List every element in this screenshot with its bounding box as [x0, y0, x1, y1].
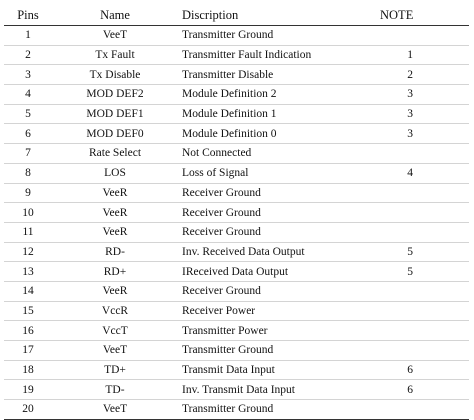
pin-cell: 16: [4, 321, 52, 341]
note-cell: 1: [366, 45, 469, 65]
header-description: Discription: [178, 5, 366, 26]
note-cell: [366, 203, 469, 223]
table-row: [4, 301, 469, 321]
header-note: NOTE: [366, 5, 469, 26]
pin-cell: 15: [4, 301, 52, 321]
name-cell: VeeT: [52, 26, 178, 46]
table-row: [4, 203, 469, 223]
name-cell: TD-: [52, 380, 178, 400]
pin-definition-table: [4, 5, 469, 420]
note-cell: 4: [366, 163, 469, 183]
pin-cell: 18: [4, 360, 52, 380]
note-cell: [366, 144, 469, 164]
description-cell: Transmitter Fault Indication: [178, 45, 366, 65]
name-cell: RD+: [52, 262, 178, 282]
name-cell: MOD DEF0: [52, 124, 178, 144]
table-row: [4, 360, 469, 380]
pin-cell: 6: [4, 124, 52, 144]
description-cell: Inv. Received Data Output: [178, 242, 366, 262]
pin-cell: 10: [4, 203, 52, 223]
note-cell: [366, 281, 469, 301]
table-body: [4, 26, 469, 420]
note-cell: 3: [366, 85, 469, 105]
table-row: [4, 262, 469, 282]
note-cell: 6: [366, 360, 469, 380]
table-row: [4, 144, 469, 164]
name-cell: VeeR: [52, 281, 178, 301]
description-cell: Loss of Signal: [178, 163, 366, 183]
table-row: [4, 26, 469, 46]
name-cell: VccR: [52, 301, 178, 321]
table-row: [4, 222, 469, 242]
description-cell: Receiver Ground: [178, 281, 366, 301]
description-cell: Transmitter Disable: [178, 65, 366, 85]
pin-cell: 19: [4, 380, 52, 400]
pin-cell: 1: [4, 26, 52, 46]
table-row: [4, 321, 469, 341]
pin-cell: 14: [4, 281, 52, 301]
description-cell: Receiver Ground: [178, 203, 366, 223]
note-cell: [366, 222, 469, 242]
pin-cell: 3: [4, 65, 52, 85]
name-cell: VeeR: [52, 222, 178, 242]
description-cell: Receiver Ground: [178, 183, 366, 203]
description-cell: IReceived Data Output: [178, 262, 366, 282]
note-cell: 3: [366, 104, 469, 124]
table-row: [4, 242, 469, 262]
name-cell: MOD DEF2: [52, 85, 178, 105]
note-cell: 3: [366, 124, 469, 144]
pin-cell: 13: [4, 262, 52, 282]
note-cell: [366, 341, 469, 361]
pin-cell: 5: [4, 104, 52, 124]
table-row: [4, 45, 469, 65]
name-cell: TD+: [52, 360, 178, 380]
table-row: [4, 65, 469, 85]
table-header-row: [4, 5, 469, 26]
header-name: Name: [52, 5, 178, 26]
name-cell: RD-: [52, 242, 178, 262]
note-cell: 6: [366, 380, 469, 400]
table-row: [4, 163, 469, 183]
name-cell: Rate Select: [52, 144, 178, 164]
description-cell: Receiver Ground: [178, 222, 366, 242]
name-cell: Tx Disable: [52, 65, 178, 85]
pin-cell: 4: [4, 85, 52, 105]
header-pins: Pins: [4, 5, 52, 26]
description-cell: Module Definition 2: [178, 85, 366, 105]
description-cell: Module Definition 0: [178, 124, 366, 144]
pin-cell: 11: [4, 222, 52, 242]
table-row: [4, 400, 469, 420]
pin-cell: 20: [4, 400, 52, 420]
note-cell: [366, 321, 469, 341]
table-row: [4, 85, 469, 105]
note-cell: [366, 400, 469, 420]
table-row: [4, 124, 469, 144]
name-cell: VccT: [52, 321, 178, 341]
description-cell: Receiver Power: [178, 301, 366, 321]
description-cell: Module Definition 1: [178, 104, 366, 124]
description-cell: Transmitter Ground: [178, 341, 366, 361]
pin-cell: 2: [4, 45, 52, 65]
note-cell: 2: [366, 65, 469, 85]
name-cell: VeeT: [52, 341, 178, 361]
table-row: [4, 183, 469, 203]
note-cell: [366, 183, 469, 203]
name-cell: VeeR: [52, 203, 178, 223]
pin-cell: 8: [4, 163, 52, 183]
name-cell: Tx Fault: [52, 45, 178, 65]
note-cell: [366, 301, 469, 321]
description-cell: Transmit Data Input: [178, 360, 366, 380]
table-row: [4, 104, 469, 124]
table-row: [4, 341, 469, 361]
pin-cell: 17: [4, 341, 52, 361]
description-cell: Transmitter Power: [178, 321, 366, 341]
description-cell: Transmitter Ground: [178, 26, 366, 46]
note-cell: 5: [366, 262, 469, 282]
note-cell: [366, 26, 469, 46]
name-cell: VeeT: [52, 400, 178, 420]
table-row: [4, 380, 469, 400]
name-cell: VeeR: [52, 183, 178, 203]
description-cell: Not Connected: [178, 144, 366, 164]
description-cell: Inv. Transmit Data Input: [178, 380, 366, 400]
table-row: [4, 281, 469, 301]
pin-cell: 9: [4, 183, 52, 203]
note-cell: 5: [366, 242, 469, 262]
name-cell: LOS: [52, 163, 178, 183]
name-cell: MOD DEF1: [52, 104, 178, 124]
description-cell: Transmitter Ground: [178, 400, 366, 420]
pin-cell: 7: [4, 144, 52, 164]
pin-cell: 12: [4, 242, 52, 262]
